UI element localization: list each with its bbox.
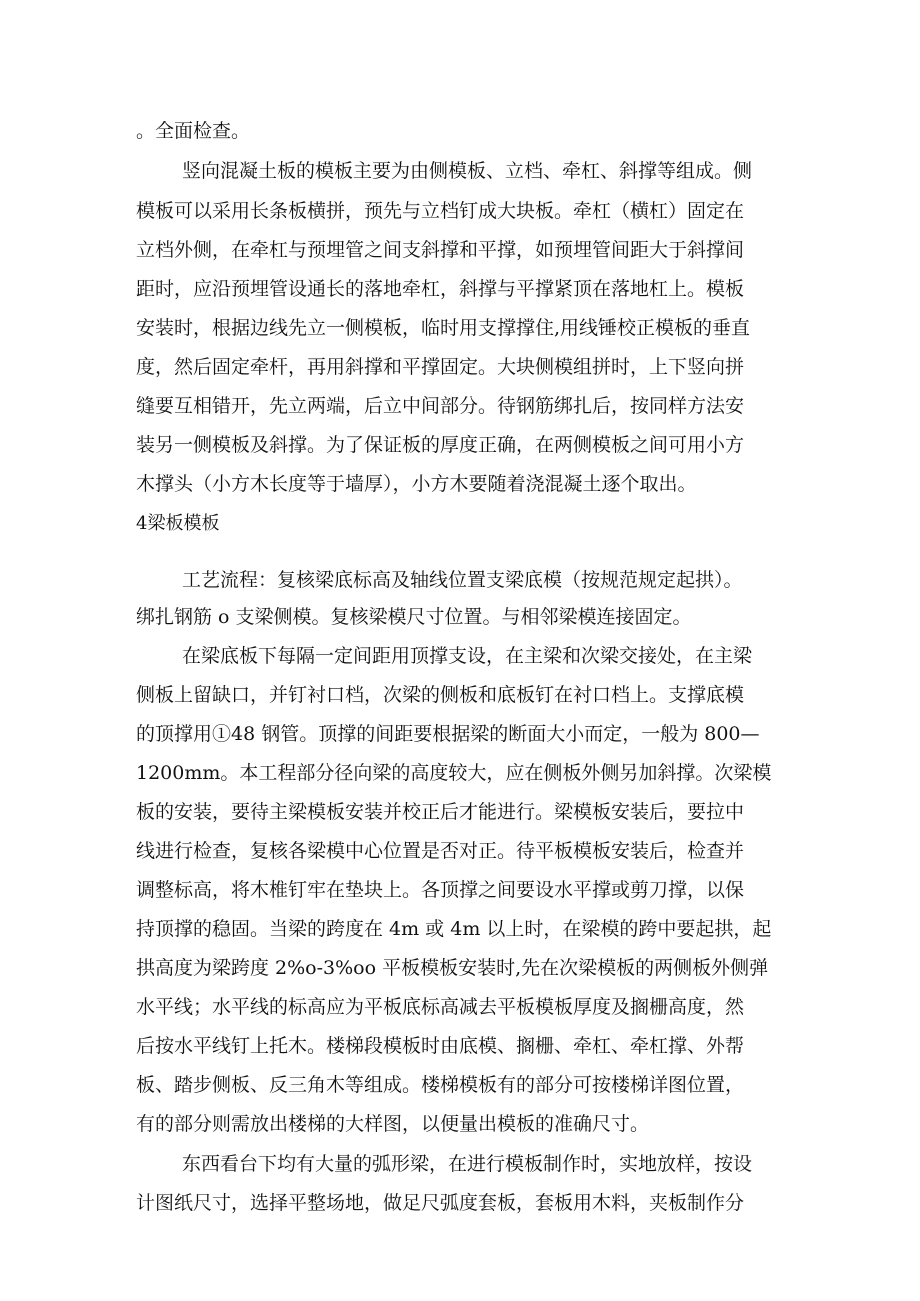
paragraph-line: 调整标高，将木椎钉牢在垫块上。各顶撑之间要设水平撑或剪刀撑，以保 — [136, 879, 745, 901]
paragraph-line: 竖向混凝土板的模板主要为由侧模板、立档、牵杠、斜撑等组成。侧 — [182, 160, 753, 182]
paragraph-line: 东西看台下均有大量的弧形梁，在进行模板制作时，实地放样，按设 — [182, 1153, 753, 1175]
paragraph-line: 安装时，根据边线先立一侧模板，临时用支撑撑住,用线锤校正模板的垂直 — [136, 317, 751, 339]
paragraph-line: 模板可以采用长条板横拼，预先与立档钉成大块板。牵杠（横杠）固定在 — [136, 200, 745, 222]
paragraph-line: 在梁底板下每隔一定间距用顶撑支设，在主梁和次梁交接处，在主梁 — [182, 645, 753, 667]
paragraph-line: 有的部分则需放出楼梯的大样图，以便量出模板的准确尺寸。 — [136, 1113, 650, 1135]
paragraph-line: 侧板上留缺口，并钉衬口档，次梁的侧板和底板钉在衬口档上。支撑底模 — [136, 684, 745, 706]
paragraph-line: 持顶撑的稳固。当梁的跨度在 4m 或 4m 以上时，在梁模的跨中要起拱，起 — [136, 918, 772, 940]
paragraph-line: 的顶撑用①48 钢管。顶撑的间距要根据梁的断面大小而定，一般为 800— — [136, 723, 760, 745]
paragraph-line: 木撑头（小方木长度等于墙厚），小方木要随着浇混凝土逐个取出。 — [136, 473, 697, 495]
paragraph-line: 计图纸尺寸，选择平整场地，做足尺弧度套板，套板用木料，夹板制作分 — [136, 1192, 745, 1214]
paragraph-line: 1200mm。本工程部分径向梁的高度较大，应在侧板外侧另加斜撑。次梁模 — [136, 762, 772, 784]
paragraph-line: 板、踏步侧板、反三角木等组成。楼梯模板有的部分可按楼梯详图位置， — [136, 1074, 745, 1096]
paragraph-line: 缝要互相错开，先立两端，后立中间部分。待钢筋绑扎后，按同样方法安 — [136, 395, 745, 417]
paragraph-line: 线进行检查，复核各梁模中心位置是否对正。待平板模板安装后，检查并 — [136, 840, 745, 862]
paragraph-line: 度，然后固定牵杆，再用斜撑和平撑固定。大块侧模组拼时，上下竖向拼 — [136, 356, 745, 378]
paragraph-line: 板的安装，要待主梁模板安装并校正后才能进行。梁模板安装后，要拉中 — [136, 801, 745, 823]
paragraph-line: 立档外侧，在牵杠与预埋管之间支斜撑和平撑，如预埋管间距大于斜撑间 — [136, 239, 745, 261]
section-heading: 4梁板模板 — [136, 513, 220, 534]
paragraph-line: 后按水平线钉上托木。楼梯段模板时由底模、搁栅、牵杠、牵杠撑、外帮 — [136, 1035, 745, 1057]
paragraph-line: 距时，应沿预埋管设通长的落地牵杠，斜撑与平撑紧顶在落地杠上。模板 — [136, 278, 745, 300]
paragraph-line: 水平线；水平线的标高应为平板底标高减去平板模板厚度及搁栅高度，然 — [136, 996, 745, 1018]
paragraph-line: 拱高度为梁跨度 2%o-3%oo 平板模板安装时,先在次梁模板的两侧板外侧弹 — [136, 957, 769, 979]
paragraph-line: 。全面检查。 — [136, 120, 251, 142]
paragraph-line: 绑扎钢筋 o 支梁侧模。复核梁模尺寸位置。与相邻梁模连接固定。 — [136, 606, 692, 628]
paragraph-line: 装另一侧模板及斜撑。为了保证板的厚度正确，在两侧模板之间可用小方 — [136, 434, 745, 456]
paragraph-line: 工艺流程：复核梁底标高及轴线位置支梁底模（按规范规定起拱）。 — [182, 569, 743, 591]
